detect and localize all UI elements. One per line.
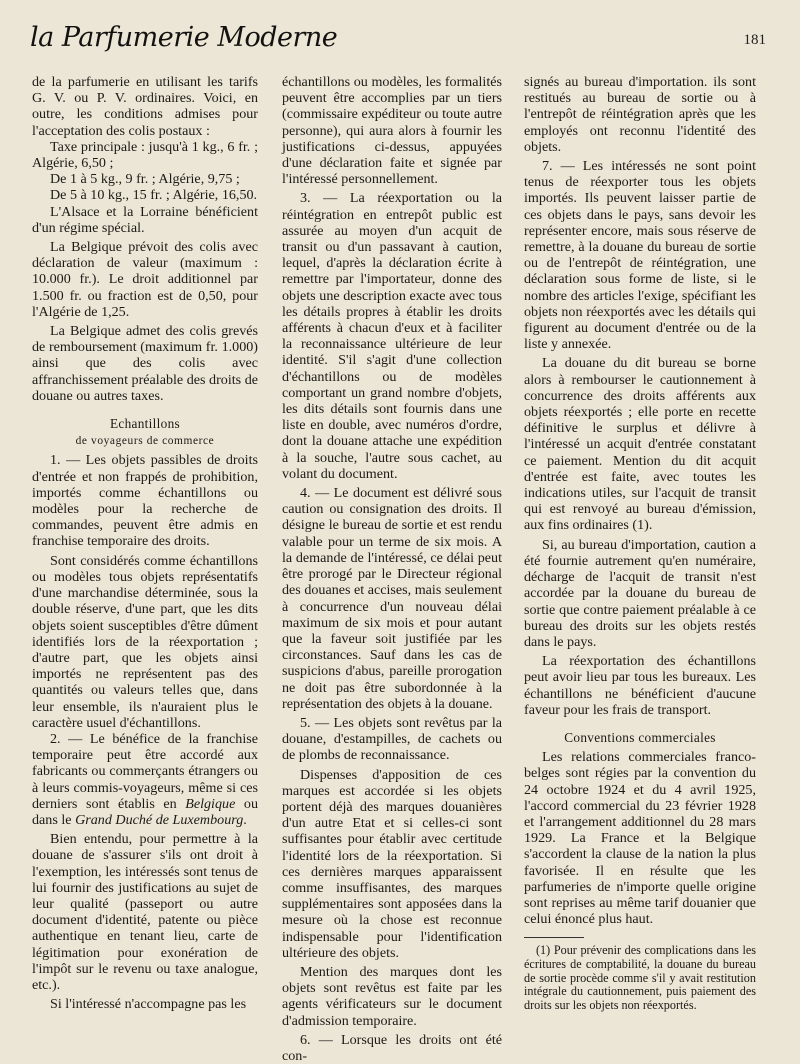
masthead-title: la Parfumerie Moderne — [30, 22, 338, 53]
text-run: ou dans le — [32, 795, 258, 828]
paragraph: 3. — La réexportation ou la réintégration en entrepôt public est assurée au moyen d'un acquit de transit ou d'un passavant à caution, lequel, d'après la déclaration écrite à remettre par l'importateur, donne des objets une description exacte avec tous les détails propres à établir les droits afférents à chacun d'eux et à faciliter la reconnaissance ultérieure de leur identité. S'il s'agit d'une collection d'échantillons ou de modèles comportant un grand nombre d'objets, les dits détails sont fournis dans une liste en double, avec numéros d'ordre, dont la douane attache une expédition à la souche, l'autre sous cachet, au volant du document. — [282, 190, 502, 482]
section-heading: Conventions commerciales — [564, 729, 716, 745]
paragraph: Si, au bureau d'importation, caution a été fournie autrement qu'en numéraire, décharge de l'acquit de transit n'est accordée par la douane du bureau de sortie que contre paiement préalable à ce bureau des droits sur les objets restés dans le pays. — [524, 536, 756, 650]
text-run: . — [243, 811, 247, 828]
paragraph: 4. — Le document est délivré sous caution ou consignation des droits. Il désigne le bureau de sortie et est rendu valable pour un terme de six mois. A la demande de l'intéressé, ce délai peut être prorogé par le Directeur régional des douanes et accises, mais seulement à concurrence d'un nouveau délai maximum de six mois et pour autant que la faveur soit justifiée par les circonstances. Sauf dans les cas de suspicions d'abus, pareille prorogation ne doit pas être subordonnée à la représentation des objets à la douane. — [282, 485, 502, 712]
paragraph: échantillons ou modèles, les formalités peuvent être accomplies par un tiers (commissaire expéditeur ou toute autre personne), qui aura alors à fournir les justifications ci-dessus, appuyées d'une déclaration faite et signée par l'intéressé personnellement. — [282, 74, 502, 188]
paragraph: De 5 à 10 kg., 15 fr. ; Algérie, 16,50. — [50, 187, 258, 204]
text-italic: Grand Duché de Luxembourg — [75, 811, 244, 828]
paragraph: 6. — Lorsque les droits ont été con- — [282, 1031, 502, 1064]
paragraph: signés au bureau d'importation. ils sont restitués au bureau de sortie ou à l'entrepôt de réintégration après que les employés ont reconnu l'identité des objets. — [524, 74, 756, 155]
paragraph: de la parfumerie en utilisant les tarifs G. V. ou P. V. ordinaires. Voici, en outre, les conditions admises pour l'acceptation des colis postaux : — [32, 74, 258, 139]
paragraph: 5. — Les objets sont revêtus par la douane, d'estampilles, de cachets ou de plombs de reconnaissance. — [282, 714, 502, 764]
paragraph: La Belgique admet des colis grevés de remboursement (maximum fr. 1.000) ainsi que des colis avec affranchissement préalable des droits de douane ou autres taxes. — [32, 323, 258, 404]
paragraph: Taxe principale : jusqu'à 1 kg., 6 fr. ; Algérie, 6,50 ; — [32, 138, 258, 172]
paragraph: La Belgique prévoit des colis avec déclaration de valeur (maximum : 10.000 fr.). Le droit additionnel par 1.500 fr. ou fraction est de 0,50, pour l'Algérie de 1,25. — [32, 239, 258, 320]
paragraph — [32, 731, 258, 828]
footnote — [524, 944, 756, 1012]
paragraph: Sont considérés comme échantillons ou modèles tous objets représentatifs d'une marchandise déterminée, sous la double réserve, d'une part, que les dits objets soient susceptibles d'être dûment identifiés lors de la réexportation ; d'autre part, que les objets ainsi importés ne représentent pas des quantités ou valeurs telles que, dans leur ensemble, ils n'auraient plus le caractère usuel d'échantillons. — [32, 552, 258, 731]
section-heading: Echantillons — [109, 416, 181, 432]
paragraph: Bien entendu, pour permettre à la douane de s'assurer s'ils ont droit à l'exemption, les intéressés sont tenus de lui fournir des justifications au sujet de leur qualité (passeport ou autre document d'identité, patente ou pièce authentique en tenant lieu, carte de légitimation pour exonération de l'impôt sur le revenu ou taxe analogue, etc.). — [32, 831, 258, 993]
column-2 — [282, 74, 502, 1064]
paragraph: 7. — Les intéressés ne sont point tenus de réexporter tous les objets importés. Ils peuvent laisser partie de ces objets dans le pays, sans devoir les représenter encore, mais sous réserve de remettre, à la douane du bureau de sortie ou de l'entrepôt de réintégration, une déclaration sous forme de liste, si le nombre des articles l'exige, spécifiant les objets non réexportés avec les détails qui figurent au document d'entrée ou de la liste y annexée. — [524, 158, 756, 353]
paragraph: La douane du dit bureau se borne alors à rembourser le cautionnement à concurrence des droits afférents aux objets réexportés ; elle porte en recette définitive le surplus et délivre à l'intéressé un acquit d'entrée constatant ce paiement. Mention du dit acquit d'entrée est faite, avec toutes les indications utiles, sur l'acquit de transit qui est renvoyé au bureau d'émission, aux fins ordinaires (1). — [524, 355, 756, 534]
paragraph: Dispenses d'apposition de ces marques est accordée si les objets portent déjà des marques douanières d'un autre Etat et si celles-ci sont suffisantes pour établir avec certitude l'identité lors de la réexportation. Si ces dernières marques apparaissent comme insuffisantes, des marques supplémentaires sont apposées dans la mesure où la chose est reconnue indispensable pour l'identification ultérieure des objets. — [282, 766, 502, 961]
text-run: 2. — Le bénéfice de la franchise temporaire peut être accordé aux fabricants ou commerçants étrangers ou à leurs commis-voyageurs, même si ces derniers sont établis en — [32, 730, 258, 812]
page-number: 181 — [743, 32, 766, 48]
column-3 — [524, 74, 756, 1012]
paragraph: Mention des marques dont les objets sont revêtus est faite par les agents vérificateurs sur le document d'admission temporaire. — [282, 963, 502, 1029]
section-subheading: de voyageurs de commerce — [75, 435, 215, 448]
text-italic: Belgique — [185, 795, 236, 812]
paragraph: L'Alsace et la Lorraine bénéficient d'un régime spécial. — [32, 203, 258, 236]
paragraph: La réexportation des échantillons peut avoir lieu par tous les bureaux. Les échantillons ne bénéficient d'aucune faveur pour les frais de transport. — [524, 653, 756, 718]
column-1 — [32, 74, 258, 1012]
paragraph: De 1 à 5 kg., 9 fr. ; Algérie, 9,75 ; — [50, 171, 240, 188]
paragraph: Si l'intéressé n'accompagne pas les — [50, 996, 247, 1013]
footnote-text: (1) Pour prévenir des complications dans les écritures de comptabilité, la douane du bureau de sortie procède comme s'il y avait restitution intégrale du cautionnement, puis paiement des droits sur les objets non réexportés. — [524, 943, 756, 1012]
footnote-divider — [524, 937, 584, 938]
paragraph: 1. — Les objets passibles de droits d'entrée et non frappés de prohibition, importés comme échantillons ou modèles pour la recherche de commandes, peuvent être admis en franchise temporaire des droits. — [32, 452, 258, 550]
paragraph: Les relations commerciales franco-belges sont régies par la convention du 24 octobre 1924 et du 4 avril 1925, l'accord commercial du 23 février 1928 et l'arrangement additionnel du 28 mars 1929. La France et la Belgique s'accordent la clause de la nation la plus favorisée. Il en résulte que les parfumeries de n'importe quelle origine sont reprises au même tarif douanier que celui énoncé plus haut. — [524, 749, 756, 928]
